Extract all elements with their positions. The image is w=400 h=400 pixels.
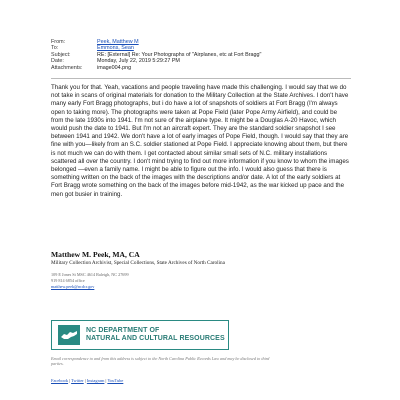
instagram-link[interactable]: Instagram	[86, 378, 105, 383]
date-value: Monday, July 22, 2019 5:29:27 PM	[97, 58, 180, 65]
social-separator: |	[69, 378, 71, 383]
header-divider	[51, 78, 351, 79]
to-label: To:	[51, 45, 59, 52]
from-value[interactable]: Peek, Matthew M	[97, 39, 139, 45]
nc-state-outline-icon	[58, 325, 80, 345]
social-separator: |	[105, 378, 107, 383]
facebook-link[interactable]: Facebook	[51, 378, 69, 383]
twitter-link[interactable]: Twitter	[71, 378, 84, 383]
signature-address: 109 E Jones St MSC 4614 Raleigh, NC 27699	[51, 272, 129, 277]
signature-contact	[51, 272, 129, 290]
to-value[interactable]: Emmons, Sean	[97, 45, 134, 52]
logo-text	[86, 327, 225, 344]
public-records-disclaimer: Email correspondence to and from this address is subject to the North Carolina Public Records Law and may be disclosed to third parties.	[51, 356, 270, 367]
youtube-link[interactable]: YouTube	[107, 378, 124, 383]
subject-value: RE: [External] Re: Your Photographs of "Airplanes, etc at Fort Bragg"	[97, 51, 262, 58]
attachments-row	[51, 65, 371, 71]
logo-line1: NC DEPARTMENT OF	[86, 326, 160, 334]
signature-name: Matthew M. Peek, MA, CA	[51, 250, 140, 259]
signature-title: Military Collection Archivist, Special Collections, State Archives of North Carolina	[51, 260, 225, 266]
date-label: Date:	[51, 58, 64, 65]
email-body: Thank you for that. Yeah, vacations and people traveling have made this challenging. I would say that we do not take in scans of original materials for donation to the Military Collection at the State Archives. I don't have many early Fort Bragg photographs, but i do have a lot of snapshots of soldiers at Fort Bragg (I'm always open to taking more). The photographs were taken at Pope Field (later Pope Army Airfield), and could be from the late 1930s into 1941. I'm not sure of the airplane type. It might be a Douglas A-20 Havoc, which would push the date to 1941. But I'm not an aircraft expert. They are the standard soldier snapshot I see between 1941 and 1942. We don't have a lot of early images of Pope Field, though. I would say that they are fine with you—likely from an S.C. soldier stationed at Pope Field. I appreciate knowing about them, but there is not much we can do with them. I get contacted about similar small sets of N.C. military installations scattered all over the country. I don't mind trying to find out more information if you know to whom the images belonged —even a family name. I might be able to figure out the info. I would also guess that there is something written on the back of the images with the descriptions and/or date. A lot of the early soldiers at Fort Bragg wrote something on the back of the images before mid-1942, as the war kicked up pace and the men got busier in training.	[51, 84, 349, 198]
signature-phone: 919 814 6854 office	[51, 278, 85, 283]
subject-label: Subject:	[51, 51, 71, 58]
social-links	[51, 378, 123, 383]
signature-email-link[interactable]: matthew.peek@ncdcr.gov	[51, 284, 95, 289]
from-label: From:	[51, 39, 66, 45]
attachment-file[interactable]: image004.png	[97, 64, 132, 71]
ncdnc-logo	[51, 320, 229, 350]
email-header	[51, 39, 371, 71]
attachments-label: Attachments:	[51, 64, 83, 71]
logo-line2: NATURAL AND CULTURAL RESOURCES	[86, 335, 225, 342]
signature-block	[51, 250, 371, 266]
social-separator: |	[84, 378, 86, 383]
